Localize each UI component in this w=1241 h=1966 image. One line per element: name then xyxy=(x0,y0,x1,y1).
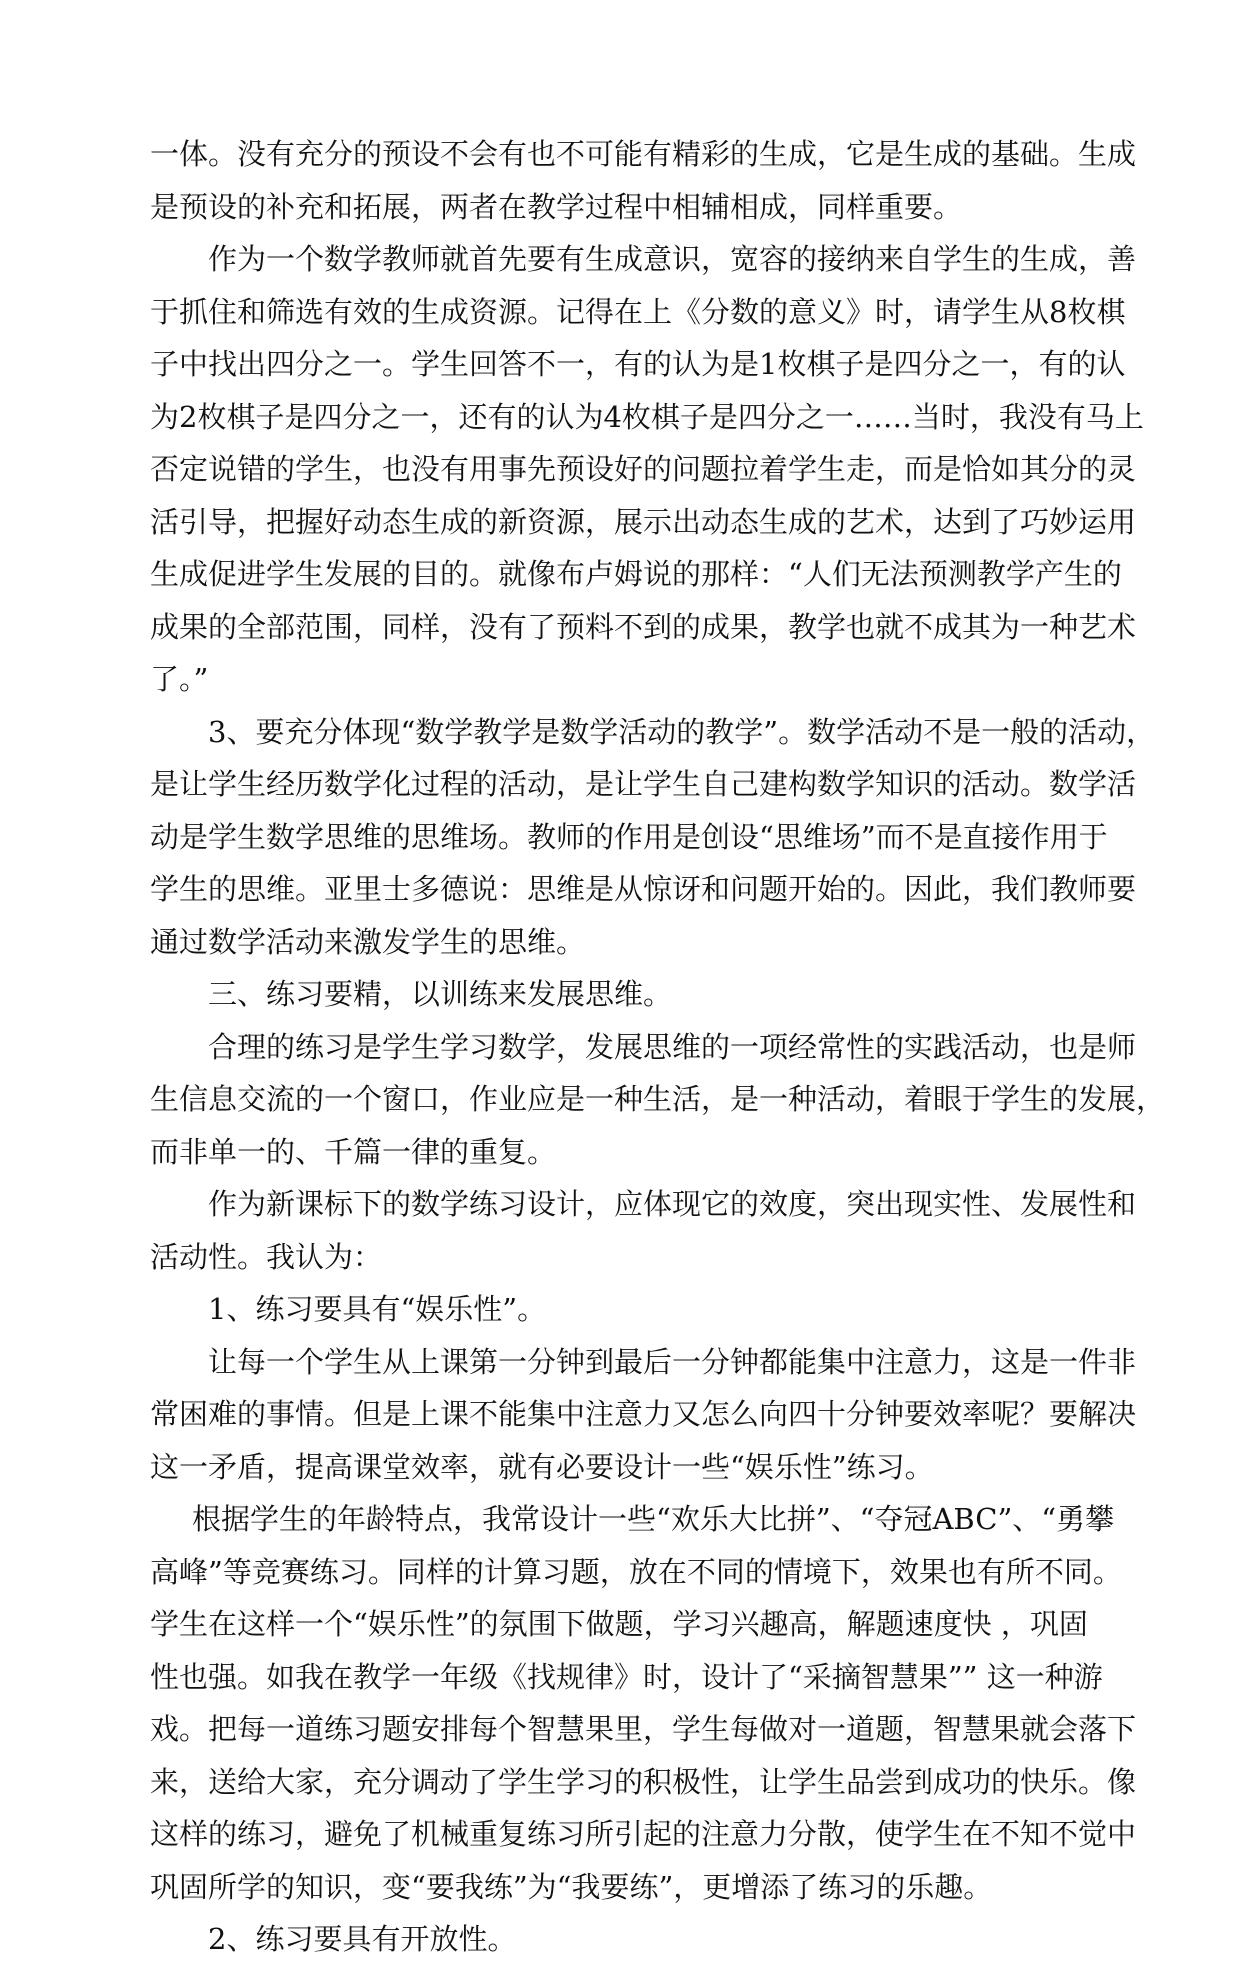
text-line: 通过数学活动来激发学生的思维。 xyxy=(150,924,586,959)
text-line: 常困难的事情。但是上课不能集中注意力又怎么向四十分钟要效率呢？要解决 xyxy=(150,1397,1137,1431)
subheading: 2、练习要具有开放性。 xyxy=(208,1922,517,1956)
text-line: 一体。没有充分的预设不会有也不可能有精彩的生成，它是生成的基础。生成 xyxy=(150,137,1137,171)
text-line: 活动性。我认为： xyxy=(150,1239,383,1274)
paragraph-start: 3、要充分体现“数学教学是数学活动的教学”。数学活动不是一般的活动， xyxy=(208,714,1156,749)
text-line: 这样的练习，避免了机械重复练习所引起的注意力分散，使学生在不知不觉中 xyxy=(150,1817,1137,1851)
text-line: 戏。把每一道练习题安排每个智慧果里，学生每做对一道题，智慧果就会落下 xyxy=(150,1712,1137,1746)
text-line: 巩固所学的知识，变“要我练”为“我要练”，更增添了练习的乐趣。 xyxy=(150,1869,993,1904)
text-line: 否定说错的学生，也没有用事先预设好的问题拉着学生走，而是恰如其分的灵 xyxy=(150,452,1137,486)
text-line: 是预设的补充和拓展，两者在教学过程中相辅相成，同样重要。 xyxy=(150,189,963,224)
subheading: 1、练习要具有“娱乐性”。 xyxy=(208,1292,547,1326)
text-line: 性也强。如我在教学一年级《找规律》时，设计了“采摘智慧果”” 这一种游 xyxy=(150,1659,1103,1694)
section-heading: 三、练习要精，以训练来发展思维。 xyxy=(208,977,673,1011)
paragraph-start: 让每一个学生从上课第一分钟到最后一分钟都能集中注意力，这是一件非 xyxy=(208,1344,1137,1379)
document-body xyxy=(150,128,1166,1966)
text-line: 学生在这样一个“娱乐性”的氛围下做题，学习兴趣高，解题速度快 ，巩固 xyxy=(150,1607,1088,1641)
paragraph-start: 作为一个数学教师就首先要有生成意识，宽容的接纳来自学生的生成，善 xyxy=(208,242,1137,276)
text-line: 而非单一的、千篇一律的重复。 xyxy=(150,1134,557,1169)
paragraph-start: 合理的练习是学生学习数学，发展思维的一项经常性的实践活动，也是师 xyxy=(208,1029,1137,1064)
text-line: 这一矛盾，提高课堂效率，就有必要设计一些“娱乐性”练习。 xyxy=(150,1449,934,1484)
paragraph-start: 根据学生的年龄特点，我常设计一些“欢乐大比拼”、“夺冠ABC”、“勇攀 xyxy=(192,1502,1115,1536)
text-line: 成果的全部范围，同样，没有了预料不到的成果，教学也就不成其为一种艺术 xyxy=(150,609,1137,644)
text-line: 生信息交流的一个窗口，作业应是一种生活，是一种活动，着眼于学生的发展， xyxy=(150,1082,1166,1116)
text-line: 学生的思维。亚里士多德说：思维是从惊讶和问题开始的。因此，我们教师要 xyxy=(150,872,1137,906)
paragraph-start: 作为新课标下的数学练习设计，应体现它的效度，突出现实性、发展性和 xyxy=(208,1187,1137,1221)
text-line: 活引导，把握好动态生成的新资源，展示出动态生成的艺术，达到了巧妙运用 xyxy=(150,504,1137,539)
text-line: 于抓住和筛选有效的生成资源。记得在上《分数的意义》时，请学生从8枚棋 xyxy=(150,294,1126,329)
text-line: 来，送给大家，充分调动了学生学习的积极性，让学生品尝到成功的快乐。像 xyxy=(150,1764,1137,1799)
text-line: 高峰”等竞赛练习。同样的计算习题，放在不同的情境下，效果也有所不同。 xyxy=(150,1554,1122,1589)
text-line: 动是学生数学思维的思维场。教师的作用是创设“思维场”而不是直接作用于 xyxy=(150,819,1108,854)
text-line: 为2枚棋子是四分之一，还有的认为4枚棋子是四分之一……当时，我没有马上 xyxy=(150,399,1144,434)
text-line: 生成促进学生发展的目的。就像布卢姆说的那样：“人们无法预测教学产生的 xyxy=(150,557,1122,591)
text-line: 了。” xyxy=(150,662,209,696)
text-line: 子中找出四分之一。学生回答不一，有的认为是1枚棋子是四分之一，有的认 xyxy=(150,347,1126,381)
text-line: 是让学生经历数学化过程的活动，是让学生自己建构数学知识的活动。数学活 xyxy=(150,767,1137,801)
